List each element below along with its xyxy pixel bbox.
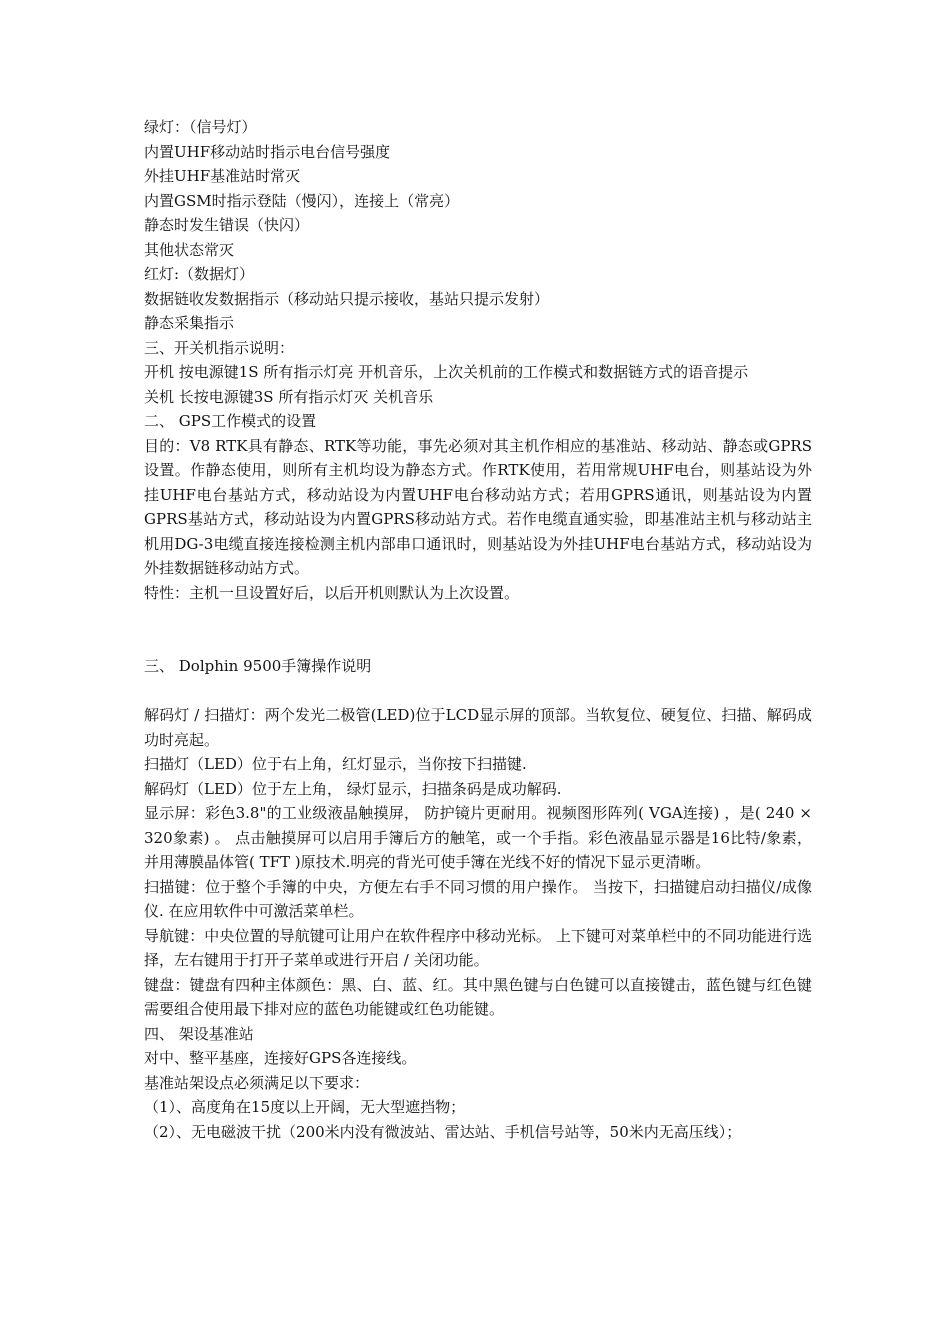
green-light-title: 绿灯：（信号灯）: [144, 118, 257, 136]
dolphin-paragraph: 扫描键：位于整个手簿的中央，方便左右手不同习惯的用户操作。 当按下，扫描键启动扫描仪/成像仪. 在应用软件中可激活菜单栏。: [144, 877, 812, 920]
red-light-item: 数据链收发数据指示（移动站只提示接收，基站只提示发射）: [144, 289, 550, 308]
gps-mode-heading: 二、 GPS工作模式的设置: [144, 412, 317, 430]
dolphin-paragraph: 扫描灯（LED）位于右上角，红灯显示，当你按下扫描键.: [144, 755, 527, 773]
dolphin-paragraph: 解码灯（LED）位于左上角， 绿灯显示，扫描条码是成功解码.: [144, 779, 562, 798]
base-station-line: 基准站架设点必须满足以下要求：: [144, 1073, 370, 1092]
green-light-item: 其他状态常灭: [144, 240, 235, 259]
spacer: [144, 630, 812, 655]
dolphin-heading: 三、 Dolphin 9500手簿操作说明: [144, 657, 372, 675]
red-light-item: 静态采集指示: [144, 314, 235, 332]
base-station-line: （1）、高度角在15度以上开阔，无大型遮挡物；: [144, 1098, 466, 1116]
base-station-line: 对中、整平基座，连接好GPS各连接线。: [144, 1049, 417, 1067]
power-off-line: 关机 长按电源键3S 所有指示灯灭 关机音乐: [144, 387, 434, 406]
base-station-heading: 四、 架设基准站: [144, 1024, 254, 1043]
document-page: [144, 115, 812, 1144]
power-section-title: 三、开关机指示说明：: [144, 338, 295, 357]
green-light-item: 静态时发生错误（快闪）: [144, 216, 310, 234]
dolphin-paragraph: 导航键：中央位置的导航键可让用户在软件程序中移动光标。 上下键可对菜单栏中的不同功能进行选择，左右键用于打开子菜单或进行开启 / 关闭功能。: [144, 926, 812, 969]
base-station-line: （2）、无电磁波干扰（200米内没有微波站、雷达站、手机信号站等，50米内无高压线）；: [144, 1122, 742, 1141]
green-light-item: 内置GSM时指示登陆（慢闪），连接上（常亮）: [144, 191, 460, 210]
dolphin-paragraph: 解码灯 / 扫描灯：两个发光二极管(LED)位于LCD显示屏的顶部。当软复位、硬复位、扫描、解码成功时亮起。: [144, 706, 812, 749]
green-light-item: 内置UHF移动站时指示电台信号强度: [144, 142, 391, 161]
gps-purpose-paragraph: 目的：V8 RTK具有静态、RTK等功能，事先必须对其主机作相应的基准站、移动站、静态或GPRS设置。作静态使用，则所有主机均设为静态方式。作RTK使用，若用常规UHF电台，则基站设为外挂UHF电台基站方式，移动站设为内置UHF电台移动站方式；若用GPRS通讯，则基站设为内置GPRS基站方式，移动站设为内置GPRS移动站方式。若作电缆直通实验，即基准站主机与移动站主机用DG-3电缆直接连接检测主机内部串口通讯时，则基站设为外挂UHF电台基站方式，移动站设为外挂数据链移动站方式。: [144, 436, 812, 577]
spacer: [144, 605, 812, 630]
spacer: [144, 679, 812, 704]
dolphin-paragraph: 显示屏：彩色3.8"的工业级液晶触摸屏， 防护镜片更耐用。视频图形阵列( VGA连接) ，是( 240 × 320象素) 。 点击触摸屏可以启用手簿后方的触笔，或一个手指。彩色液晶显示器是16比特/象素，并用薄膜晶体管( TFT )原技术.明亮的背光可使手簿在光线不好的情况下显示更清晰。: [144, 804, 812, 871]
power-on-paragraph: 开机 按电源键1S 所有指示灯亮 开机音乐，上次关机前的工作模式和数据链方式的语音提示: [144, 363, 749, 381]
gps-feature-line: 特性：主机一旦设置好后，以后开机则默认为上次设置。: [144, 583, 520, 602]
dolphin-paragraph: 键盘：键盘有四种主体颜色：黑、白、蓝、红。其中黑色键与白色键可以直接键击，蓝色键与红色键需要组合使用最下排对应的蓝色功能键或红色功能键。: [144, 975, 812, 1018]
red-light-title: 红灯:（数据灯）: [144, 265, 255, 283]
green-light-item: 外挂UHF基准站时常灭: [144, 167, 301, 185]
